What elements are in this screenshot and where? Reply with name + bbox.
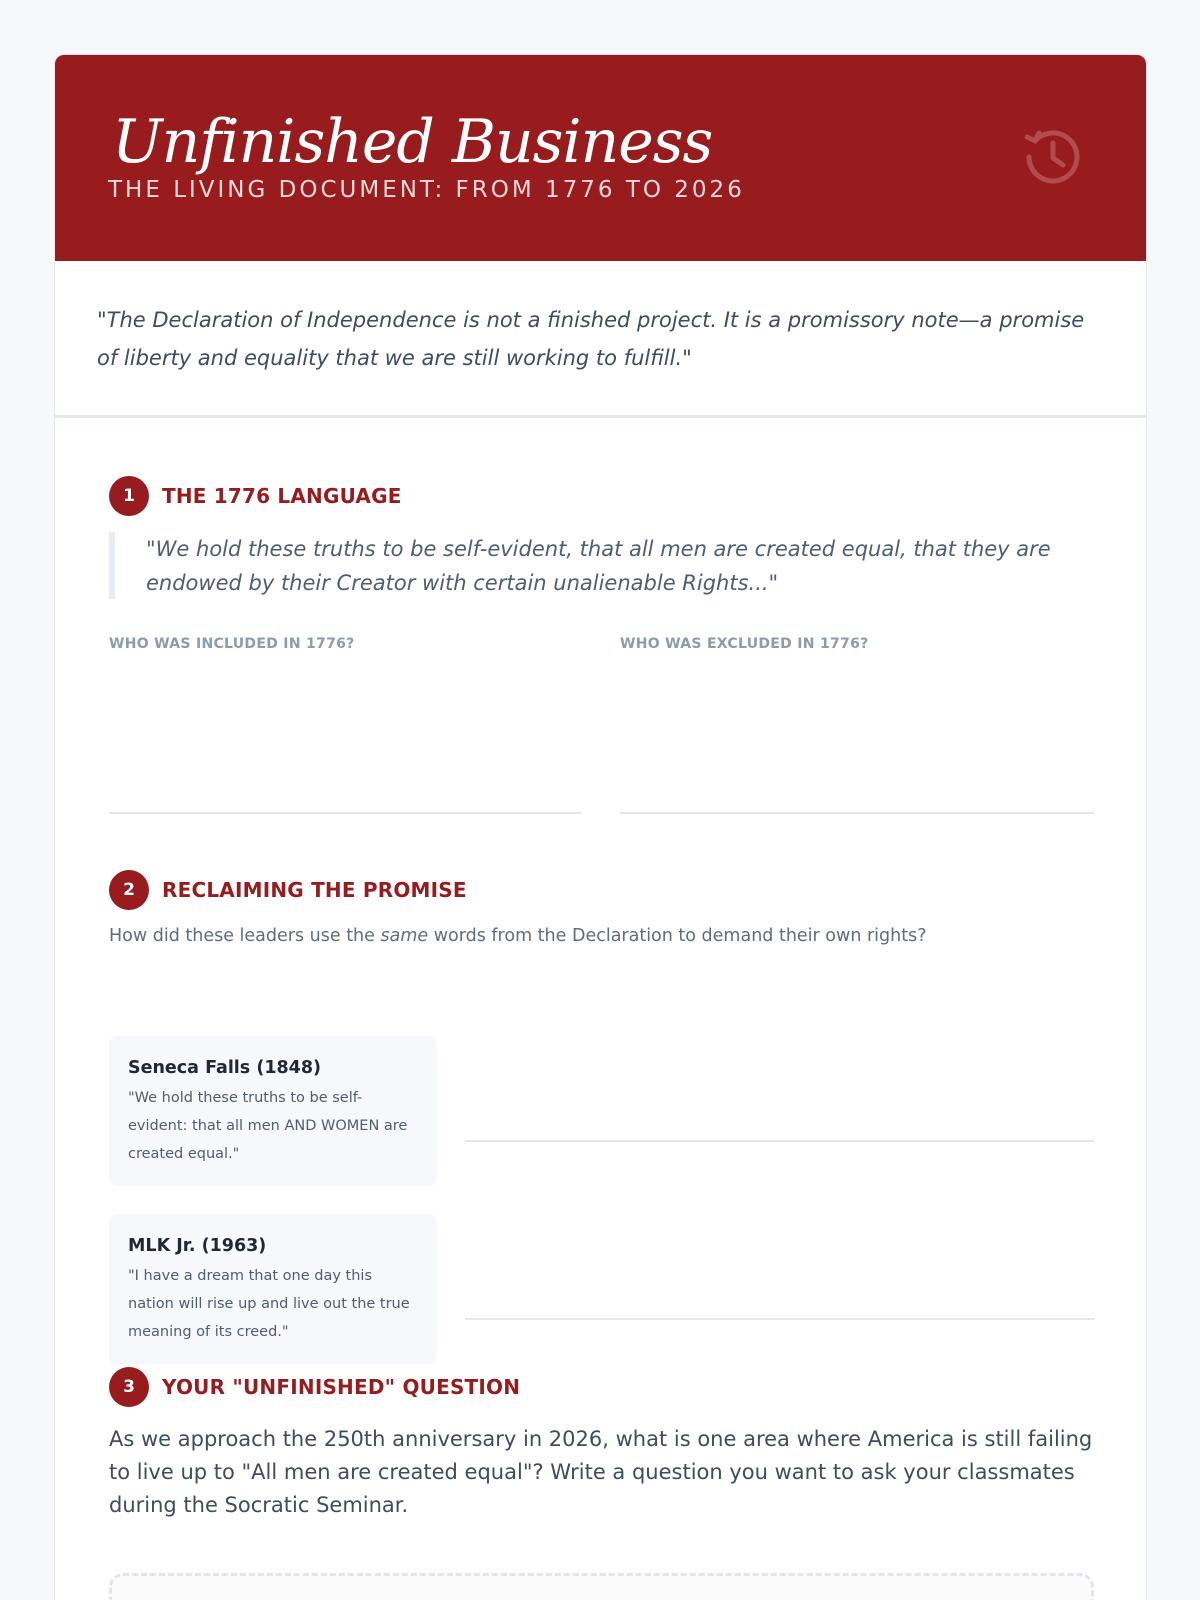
section-1776-language xyxy=(109,476,1094,816)
history-icon xyxy=(1017,121,1089,193)
included-label: WHO WAS INCLUDED IN 1776? xyxy=(109,636,355,652)
section-title: THE 1776 LANGUAGE xyxy=(162,484,402,508)
intro-quote: "The Declaration of Independence is not a finished project. It is a promissory note—a promise of liberty and equality that we are still working to fulfill." xyxy=(97,308,1085,370)
leader-card-seneca-falls xyxy=(109,1036,437,1186)
emphasis-same: same xyxy=(380,926,429,946)
declaration-quote: "We hold these truths to be self-evident, that all men are created equal, that they are endowed by their Creator with certain unalienable Rights..." xyxy=(109,532,1094,599)
intro-section xyxy=(55,261,1146,418)
question-prompt: As we approach the 250th anniversary in 2026, what is one area where America is still failing to live up to "All men are created equal"? Write a question you want to ask your classmates during the Socratic Seminar. xyxy=(109,1427,1093,1517)
section-number: 3 xyxy=(109,1367,149,1407)
worksheet-header xyxy=(55,55,1146,261)
excluded-label: WHO WAS EXCLUDED IN 1776? xyxy=(620,636,869,652)
page-subtitle: THE LIVING DOCUMENT: FROM 1776 TO 2026 xyxy=(108,177,745,203)
question-answer-box[interactable] xyxy=(109,1573,1094,1600)
leader-quote: "I have a dream that one day this nation will rise up and live out the true meaning of its creed." xyxy=(128,1268,410,1340)
section-title: RECLAIMING THE PROMISE xyxy=(162,878,467,902)
section-title: YOUR "UNFINISHED" QUESTION xyxy=(162,1375,521,1399)
page-title: Unfinished Business xyxy=(112,107,713,177)
section-heading xyxy=(109,870,1094,910)
section-heading xyxy=(109,476,1094,516)
leader-name: MLK Jr. (1963) xyxy=(128,1236,267,1256)
section-reclaiming-promise xyxy=(109,870,1094,1340)
seneca-falls-answer-line[interactable] xyxy=(465,1140,1094,1142)
included-answer-line[interactable] xyxy=(109,812,581,814)
section-heading xyxy=(109,1367,1094,1407)
excluded-answer-line[interactable] xyxy=(620,812,1094,814)
leader-card-mlk xyxy=(109,1214,437,1364)
section-number: 1 xyxy=(109,476,149,516)
section-number: 2 xyxy=(109,870,149,910)
section-prompt: How did these leaders use the same words from the Declaration to demand their own rights? xyxy=(109,926,927,946)
mlk-answer-line[interactable] xyxy=(465,1318,1094,1320)
leader-quote: "We hold these truths to be self-evident: that all men AND WOMEN are created equal." xyxy=(128,1090,408,1162)
leader-name: Seneca Falls (1848) xyxy=(128,1058,322,1078)
section-unfinished-question xyxy=(109,1367,1094,1600)
worksheet-card xyxy=(54,54,1147,1600)
